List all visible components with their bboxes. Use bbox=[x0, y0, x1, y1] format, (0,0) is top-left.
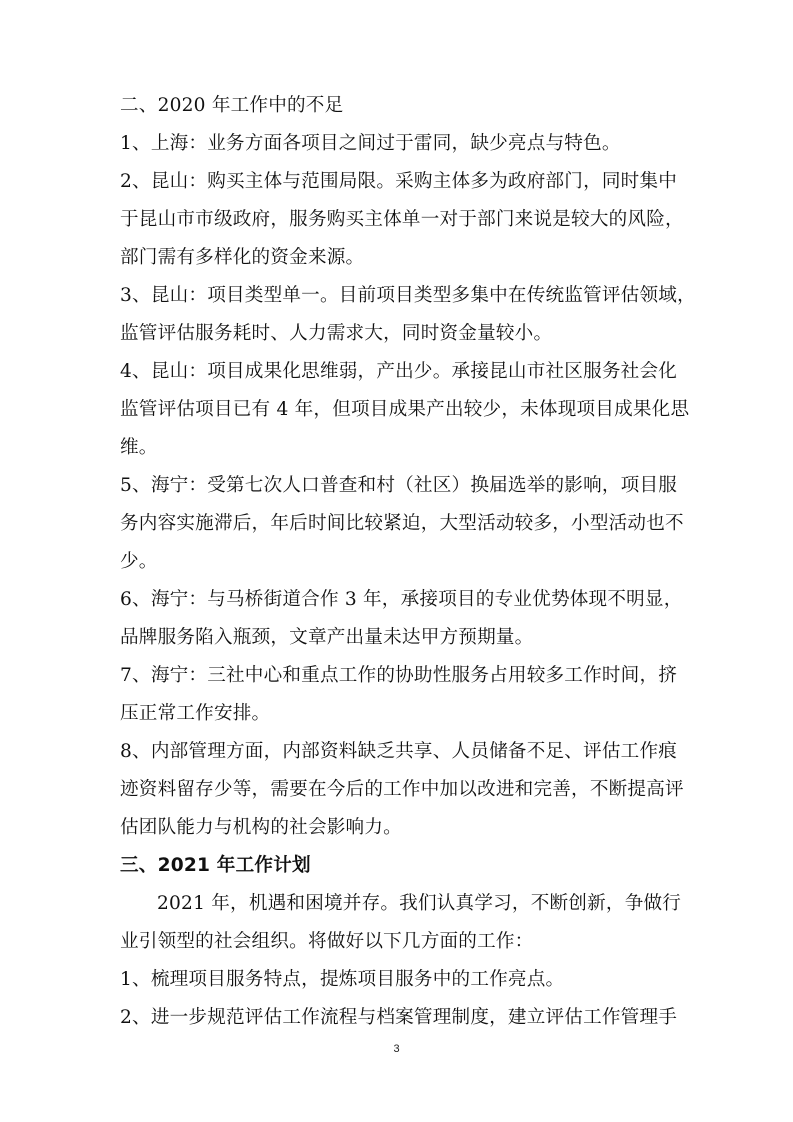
paragraph-line: 估团队能力与机构的社会影响力。 bbox=[120, 817, 402, 838]
paragraph-line: 2、进一步规范评估工作流程与档案管理制度，建立评估工作管理手 bbox=[120, 1007, 678, 1028]
paragraph-line: 8、内部管理方面，内部资料缺乏共享、人员储备不足、评估工作痕 bbox=[120, 741, 678, 762]
paragraph-line: 7、海宁：三社中心和重点工作的协助性服务占用较多工作时间，挤 bbox=[120, 665, 678, 686]
paragraph-line: 品牌服务陷入瓶颈，文章产出量未达甲方预期量。 bbox=[120, 627, 534, 648]
document-body bbox=[120, 87, 696, 1037]
paragraph-line: 6、海宁：与马桥街道合作 3 年，承接项目的专业优势体现不明显， bbox=[120, 589, 683, 610]
paragraph-line: 5、海宁：受第七次人口普查和村（社区）换届选举的影响，项目服 bbox=[120, 475, 678, 496]
paragraph-line: 2021 年，机遇和困境并存。我们认真学习，不断创新，争做行 bbox=[157, 893, 682, 914]
paragraph-line: 1、梳理项目服务特点，提炼项目服务中的工作亮点。 bbox=[120, 969, 565, 990]
paragraph-line: 4、昆山：项目成果化思维弱，产出少。承接昆山市社区服务社会化 bbox=[120, 361, 678, 382]
paragraph-line: 部门需有多样化的资金来源。 bbox=[120, 247, 365, 268]
paragraph-line: 压正常工作安排。 bbox=[120, 703, 271, 724]
paragraph-line: 维。 bbox=[120, 437, 158, 458]
paragraph-line: 少。 bbox=[120, 551, 158, 572]
paragraph-line: 监管评估项目已有 4 年，但项目成果产出较少，未体现项目成果化思 bbox=[120, 399, 690, 420]
section-heading-2020-shortcomings: 二、2020 年工作中的不足 bbox=[120, 95, 344, 116]
paragraph-line: 业引领型的社会组织。将做好以下几方面的工作： bbox=[120, 931, 534, 952]
paragraph-line: 迹资料留存少等，需要在今后的工作中加以改进和完善，不断提高评 bbox=[120, 779, 684, 800]
paragraph-line: 3、昆山：项目类型单一。目前项目类型多集中在传统监管评估领域， bbox=[120, 285, 696, 306]
section-heading-2021-plan: 三、2021 年工作计划 bbox=[120, 855, 311, 876]
paragraph-line: 务内容实施滞后，年后时间比较紧迫，大型活动较多，小型活动也不 bbox=[120, 513, 684, 534]
page-number: 3 bbox=[393, 1043, 400, 1055]
paragraph-line: 于昆山市市级政府，服务购买主体单一对于部门来说是较大的风险， bbox=[120, 209, 684, 230]
paragraph-line: 2、昆山：购买主体与范围局限。采购主体多为政府部门，同时集中 bbox=[120, 171, 678, 192]
paragraph-line: 1、上海：业务方面各项目之间过于雷同，缺少亮点与特色。 bbox=[120, 133, 621, 154]
paragraph-line: 监管评估服务耗时、人力需求大，同时资金量较小。 bbox=[120, 323, 553, 344]
